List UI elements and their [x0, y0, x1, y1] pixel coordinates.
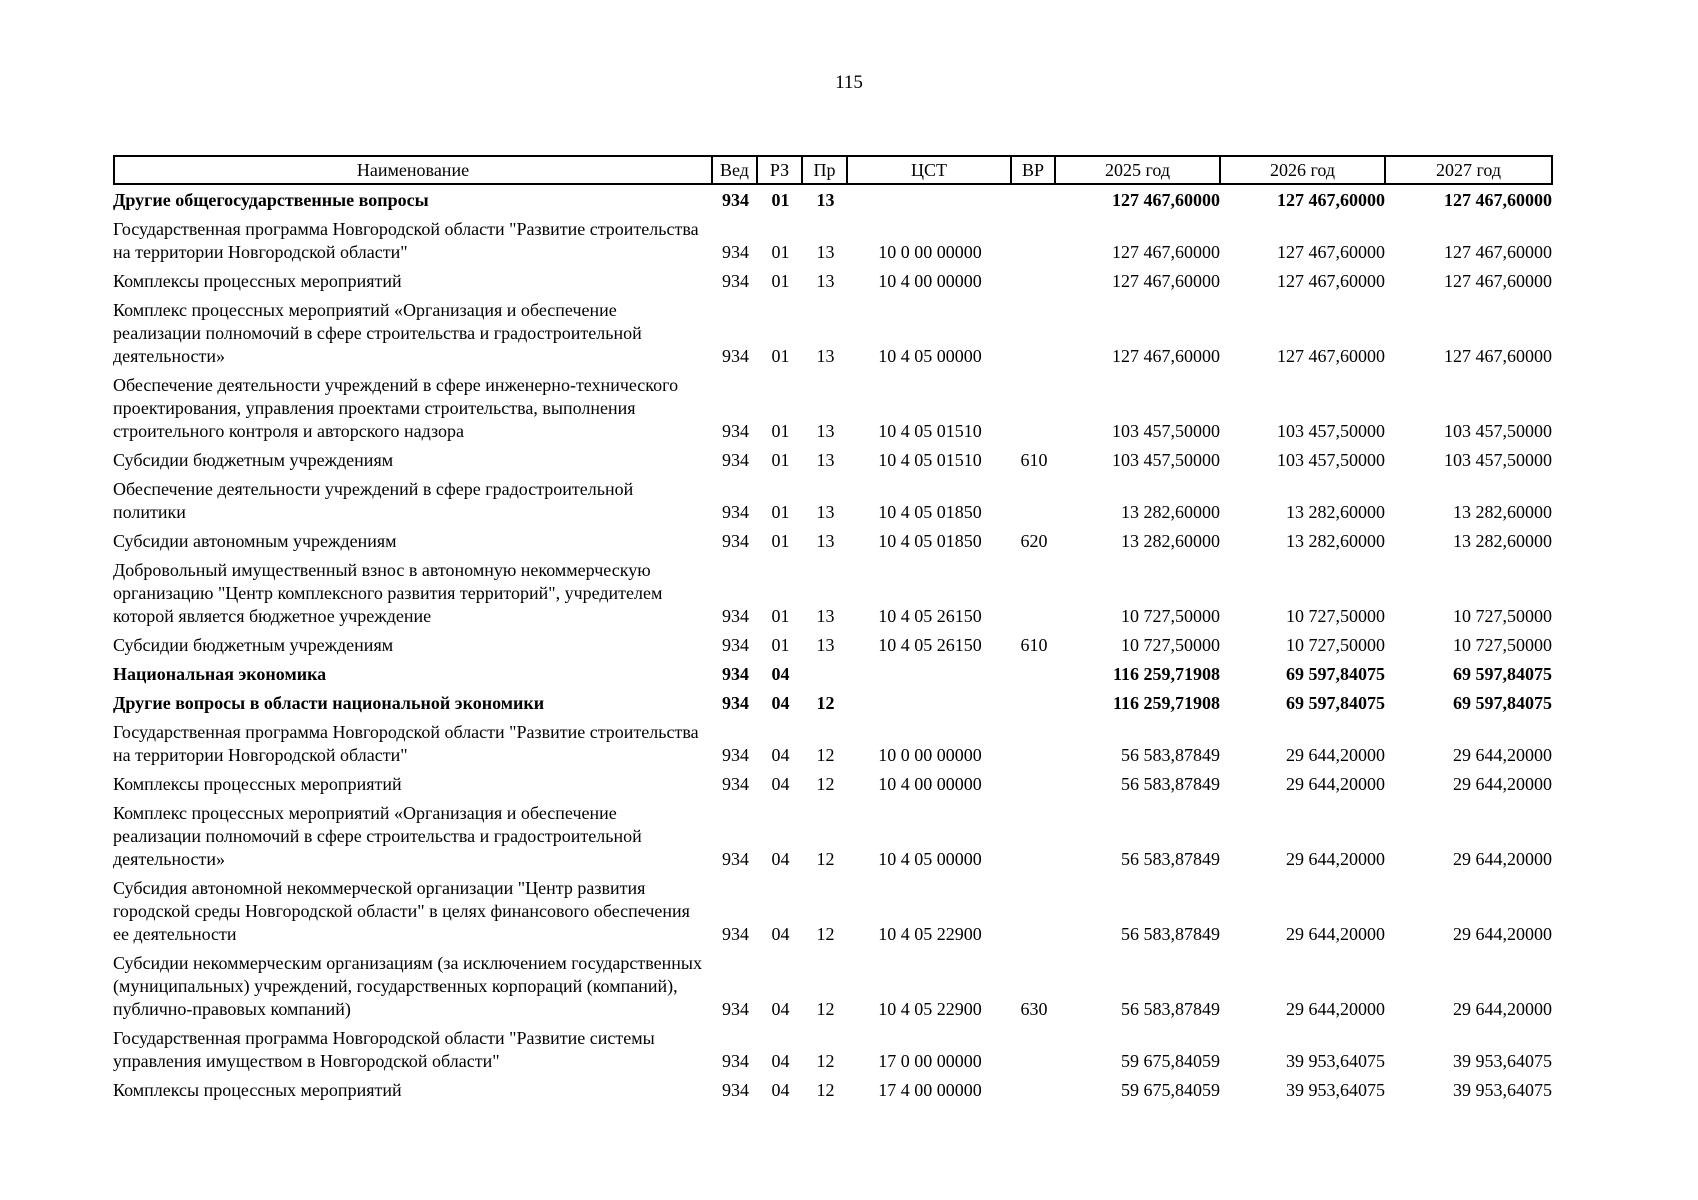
row-name: Национальная экономика	[113, 664, 327, 684]
row-cst: 10 4 05 01850	[878, 531, 982, 551]
row-ved: 934	[722, 635, 749, 655]
row-ved: 934	[722, 774, 749, 794]
row-2025: 127 467,60000	[1112, 346, 1220, 366]
row-2025: 127 467,60000	[1112, 242, 1220, 262]
row-2027: 29 644,20000	[1453, 999, 1552, 1019]
row-2027: 127 467,60000	[1444, 190, 1552, 210]
row-rz: 01	[771, 346, 790, 366]
row-name: Комплекс процессных мероприятий «Организация и обеспечение реализации полномочий в сфере строительства и градостроительной деятельности»	[113, 300, 642, 366]
row-ved: 934	[722, 924, 749, 944]
row-cst: 17 4 00 00000	[878, 1080, 982, 1100]
row-name: Другие общегосударственные вопросы	[113, 190, 429, 210]
row-2027: 29 644,20000	[1453, 774, 1552, 794]
row-cst: 10 4 05 26150	[878, 635, 982, 655]
row-2025: 10 727,50000	[1121, 606, 1220, 626]
row-rz: 01	[771, 421, 790, 441]
row-cst: 10 4 05 01850	[878, 502, 982, 522]
row-2026: 39 953,64075	[1286, 1051, 1385, 1071]
row-2027: 127 467,60000	[1444, 271, 1552, 291]
row-name: Государственная программа Новгородской области "Развитие системы управления имуществом в Новгородской области"	[113, 1028, 655, 1071]
header-vr: ВР	[1012, 155, 1056, 185]
row-2025: 59 675,84059	[1121, 1051, 1220, 1071]
header-pr: Пр	[803, 155, 848, 185]
table-row	[113, 374, 1587, 443]
row-name: Комплексы процессных мероприятий	[113, 271, 402, 291]
row-rz: 04	[771, 1080, 790, 1100]
row-name: Государственная программа Новгородской области "Развитие строительства на территории Новгородской области"	[113, 722, 699, 765]
row-cst: 17 0 00 00000	[878, 1051, 982, 1071]
table-header	[113, 155, 1587, 185]
row-2026: 13 282,60000	[1286, 502, 1385, 522]
row-2027: 13 282,60000	[1453, 531, 1552, 551]
table-row	[113, 270, 1587, 293]
table-row	[113, 802, 1587, 871]
row-name: Комплексы процессных мероприятий	[113, 774, 402, 794]
row-rz: 01	[771, 242, 790, 262]
row-2027: 69 597,84075	[1453, 693, 1552, 713]
row-2026: 13 282,60000	[1286, 531, 1385, 551]
row-cst: 10 4 05 22900	[878, 999, 982, 1019]
row-2027: 103 457,50000	[1444, 421, 1552, 441]
row-2026: 127 467,60000	[1277, 346, 1385, 366]
row-name: Комплексы процессных мероприятий	[113, 1080, 402, 1100]
row-cst: 10 4 05 22900	[878, 924, 982, 944]
row-2027: 10 727,50000	[1453, 606, 1552, 626]
row-ved: 934	[722, 999, 749, 1019]
table-row	[113, 692, 1587, 715]
row-name: Добровольный имущественный взнос в автономную некоммерческую организацию "Центр комплексного развития территорий", учредителем которой является бюджетное учреждение	[113, 560, 663, 626]
header-2026: 2026 год	[1221, 155, 1386, 185]
row-ved: 934	[722, 190, 749, 210]
row-pr: 12	[816, 745, 835, 765]
row-rz: 04	[771, 745, 790, 765]
row-2025: 59 675,84059	[1121, 1080, 1220, 1100]
table-row	[113, 663, 1587, 686]
row-vr: 610	[1020, 635, 1048, 655]
row-ved: 934	[722, 450, 749, 470]
row-2027: 10 727,50000	[1453, 635, 1552, 655]
table-row	[113, 1079, 1587, 1102]
row-2027: 29 644,20000	[1453, 924, 1552, 944]
row-pr: 12	[816, 1051, 835, 1071]
row-pr: 13	[816, 271, 835, 291]
row-2027: 29 644,20000	[1453, 849, 1552, 869]
row-rz: 04	[771, 849, 790, 869]
row-2025: 127 467,60000	[1112, 271, 1220, 291]
table-row	[113, 189, 1587, 212]
row-ved: 934	[722, 664, 749, 684]
row-2025: 56 583,87849	[1121, 924, 1220, 944]
row-name: Обеспечение деятельности учреждений в сфере градостроительной политики	[113, 479, 634, 522]
row-2027: 13 282,60000	[1453, 502, 1552, 522]
row-name: Субсидии некоммерческим организациям (за исключением государственных (муниципальных) учреждений, государственных корпораций (компаний), публично-правовых компаний)	[113, 953, 703, 1019]
row-cst: 10 4 05 26150	[878, 606, 982, 626]
row-2027: 39 953,64075	[1453, 1080, 1552, 1100]
row-ved: 934	[722, 346, 749, 366]
row-2027: 127 467,60000	[1444, 346, 1552, 366]
row-cst: 10 4 05 01510	[878, 450, 982, 470]
row-name: Другие вопросы в области национальной экономики	[113, 693, 545, 713]
row-pr: 13	[816, 450, 835, 470]
row-vr: 610	[1020, 450, 1048, 470]
row-2026: 10 727,50000	[1286, 635, 1385, 655]
row-2025: 116 259,71908	[1112, 664, 1220, 684]
row-name: Субсидии бюджетным учреждениям	[113, 450, 394, 470]
table-row	[113, 877, 1587, 946]
row-2026: 29 644,20000	[1286, 849, 1385, 869]
row-cst: 10 4 05 01510	[878, 421, 982, 441]
row-pr: 12	[816, 693, 835, 713]
row-rz: 01	[771, 606, 790, 626]
table-row	[113, 952, 1587, 1021]
table-row	[113, 478, 1587, 524]
row-name: Обеспечение деятельности учреждений в сфере инженерно-технического проектирования, управления проектами строительства, выполнения строительного контроля и авторского надзора	[113, 375, 679, 441]
row-cst: 10 0 00 00000	[878, 242, 982, 262]
table-row	[113, 530, 1587, 553]
row-ved: 934	[722, 745, 749, 765]
row-pr: 12	[816, 1080, 835, 1100]
row-2026: 39 953,64075	[1286, 1080, 1385, 1100]
row-pr: 13	[816, 346, 835, 366]
row-2027: 69 597,84075	[1453, 664, 1552, 684]
row-2026: 103 457,50000	[1277, 421, 1385, 441]
row-ved: 934	[722, 693, 749, 713]
row-rz: 04	[771, 999, 790, 1019]
row-2025: 103 457,50000	[1112, 450, 1220, 470]
page-number: 115	[835, 72, 863, 93]
row-ved: 934	[722, 1080, 749, 1100]
table-row	[113, 773, 1587, 796]
table-row	[113, 634, 1587, 657]
row-ved: 934	[722, 502, 749, 522]
row-name: Комплекс процессных мероприятий «Организация и обеспечение реализации полномочий в сфере строительства и градостроительной деятельности»	[113, 803, 642, 869]
row-2026: 69 597,84075	[1286, 693, 1385, 713]
row-pr: 13	[816, 502, 835, 522]
row-2026: 69 597,84075	[1286, 664, 1385, 684]
row-2025: 10 727,50000	[1121, 635, 1220, 655]
header-2027: 2027 год	[1386, 155, 1553, 185]
row-cst: 10 4 05 00000	[878, 346, 982, 366]
row-rz: 04	[771, 924, 790, 944]
row-2025: 103 457,50000	[1112, 421, 1220, 441]
row-vr: 630	[1020, 999, 1048, 1019]
row-2025: 56 583,87849	[1121, 999, 1220, 1019]
row-2026: 29 644,20000	[1286, 924, 1385, 944]
header-cst: ЦСТ	[848, 155, 1012, 185]
row-2025: 116 259,71908	[1112, 693, 1220, 713]
row-name: Субсидии бюджетным учреждениям	[113, 635, 394, 655]
row-2026: 10 727,50000	[1286, 606, 1385, 626]
table-row	[113, 449, 1587, 472]
row-pr: 12	[816, 849, 835, 869]
table-body	[113, 189, 1587, 1102]
row-2025: 56 583,87849	[1121, 745, 1220, 765]
table-row	[113, 721, 1587, 767]
row-name: Государственная программа Новгородской области "Развитие строительства на территории Новгородской области"	[113, 219, 699, 262]
row-2026: 29 644,20000	[1286, 999, 1385, 1019]
header-name: Наименование	[113, 155, 713, 185]
budget-table	[113, 155, 1587, 1108]
row-pr: 13	[816, 606, 835, 626]
row-cst: 10 4 00 00000	[878, 271, 982, 291]
header-ved: Вед	[713, 155, 758, 185]
row-2025: 13 282,60000	[1121, 502, 1220, 522]
row-2027: 103 457,50000	[1444, 450, 1552, 470]
row-2026: 127 467,60000	[1277, 190, 1385, 210]
table-row	[113, 299, 1587, 368]
header-rz: РЗ	[758, 155, 803, 185]
row-pr: 13	[816, 190, 835, 210]
row-rz: 04	[771, 664, 790, 684]
row-2026: 103 457,50000	[1277, 450, 1385, 470]
row-name: Субсидии автономным учреждениям	[113, 531, 397, 551]
table-row	[113, 218, 1587, 264]
row-2025: 13 282,60000	[1121, 531, 1220, 551]
row-cst: 10 4 05 00000	[878, 849, 982, 869]
row-rz: 01	[771, 502, 790, 522]
row-rz: 01	[771, 190, 790, 210]
row-2027: 29 644,20000	[1453, 745, 1552, 765]
row-rz: 01	[771, 271, 790, 291]
row-rz: 01	[771, 635, 790, 655]
row-rz: 01	[771, 450, 790, 470]
row-ved: 934	[722, 849, 749, 869]
row-2025: 56 583,87849	[1121, 774, 1220, 794]
row-ved: 934	[722, 531, 749, 551]
row-2027: 127 467,60000	[1444, 242, 1552, 262]
row-vr: 620	[1020, 531, 1048, 551]
row-2025: 56 583,87849	[1121, 849, 1220, 869]
row-ved: 934	[722, 1051, 749, 1071]
row-ved: 934	[722, 271, 749, 291]
row-2027: 39 953,64075	[1453, 1051, 1552, 1071]
row-2026: 29 644,20000	[1286, 774, 1385, 794]
row-pr: 12	[816, 924, 835, 944]
row-rz: 04	[771, 774, 790, 794]
row-ved: 934	[722, 421, 749, 441]
row-ved: 934	[722, 606, 749, 626]
row-cst: 10 4 00 00000	[878, 774, 982, 794]
row-2026: 127 467,60000	[1277, 242, 1385, 262]
table-row	[113, 559, 1587, 628]
row-pr: 13	[816, 421, 835, 441]
row-2026: 29 644,20000	[1286, 745, 1385, 765]
header-2025: 2025 год	[1056, 155, 1221, 185]
row-pr: 13	[816, 531, 835, 551]
row-cst: 10 0 00 00000	[878, 745, 982, 765]
row-pr: 13	[816, 635, 835, 655]
row-pr: 12	[816, 774, 835, 794]
table-row	[113, 1027, 1587, 1073]
row-pr: 12	[816, 999, 835, 1019]
row-rz: 04	[771, 1051, 790, 1071]
row-rz: 01	[771, 531, 790, 551]
row-2026: 127 467,60000	[1277, 271, 1385, 291]
row-rz: 04	[771, 693, 790, 713]
row-2025: 127 467,60000	[1112, 190, 1220, 210]
row-ved: 934	[722, 242, 749, 262]
row-pr: 13	[816, 242, 835, 262]
row-name: Субсидия автономной некоммерческой организации "Центр развития городской среды Новгородской области" в целях финансового обеспечения ее деятельности	[113, 878, 690, 944]
